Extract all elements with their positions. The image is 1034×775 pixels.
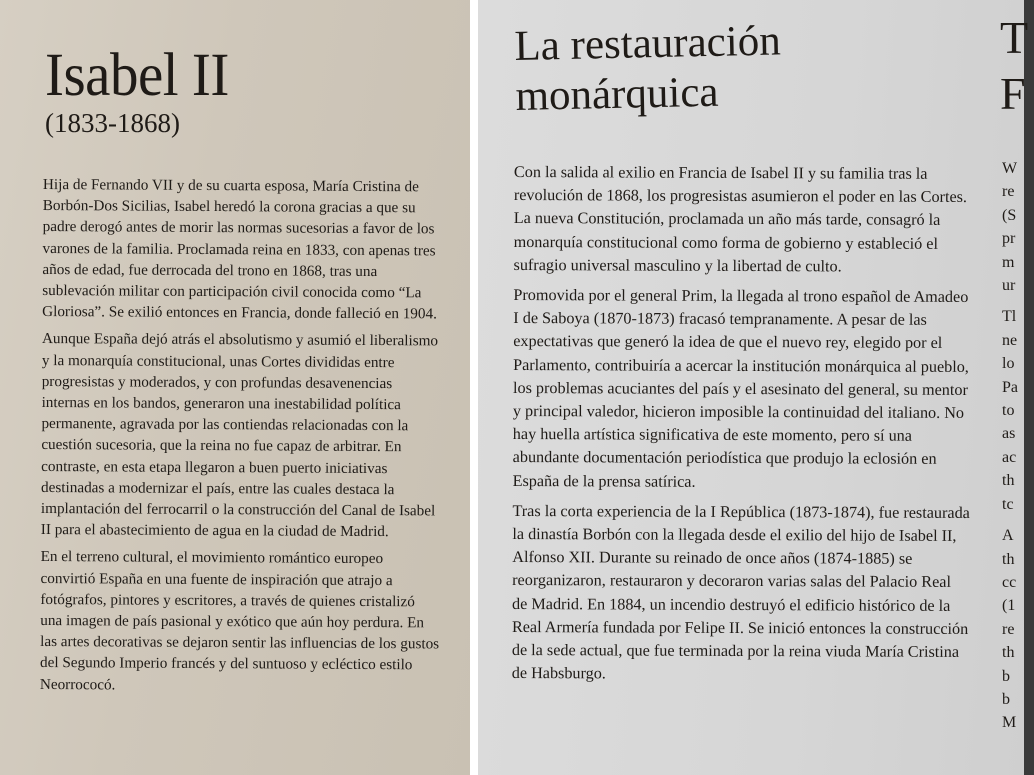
- restauracion-title: La restauración monárquica: [514, 17, 782, 120]
- right-panel-photo: [478, 0, 1029, 775]
- isabel-ii-paragraph: Aunque España dejó atrás el absolutismo y asumió el liberalismo y la monarquía constitucional, unas Cortes divididas entre progresistas y moderados, y con profundas desavenencias internas en los bandos, generaron una inestabilidad política permanente, agravada por las contiendas relacionadas con la cuestión sucesoria, que la reina no fue capaz de arbitrar. En contraste, en esta etapa llegaron a buen puerto iniciativas destinadas a modernizar el país, entre las cuales destaca la implantación del ferrocarril o la construcción del Canal de Isabel II para el abastecimiento de agua en la ciudad de Madrid.: [40, 330, 439, 541]
- fragment-paragraph: [1002, 305, 1018, 516]
- fragment-line: re: [1002, 183, 1015, 201]
- fragment-line: (S: [1002, 206, 1017, 224]
- fragment-paragraph: [1002, 157, 1018, 297]
- restauracion-paragraph: Con la salida al exilio en Francia de Isabel II y su familia tras la revolución de 1868, los progresistas asumieron el poder en las Cortes. La nueva Constitución, proclamada un año más tarde, consagró la monarquía constitucional como forma de gobierno y estableció el sufragio universal masculino y la libertad de culto.: [513, 162, 968, 276]
- fragment-line: re: [1002, 620, 1015, 638]
- isabel-ii-dates: (1833-1868): [45, 108, 180, 138]
- fragment-line: Pa: [1002, 378, 1018, 396]
- fragment-line: as: [1002, 425, 1016, 443]
- restauracion-body: [512, 161, 972, 694]
- fragment-line: lo: [1002, 355, 1015, 373]
- fragment-line: (1: [1002, 597, 1016, 615]
- adjacent-panel-cropped: [994, 0, 1034, 775]
- photo-divider: [470, 0, 478, 775]
- fragment-line: to: [1002, 402, 1015, 420]
- fragment-line: m: [1002, 253, 1015, 271]
- fragment-paragraph: [1002, 524, 1018, 735]
- isabel-ii-title: Isabel II: [45, 41, 229, 110]
- fragment-line: cc: [1002, 573, 1017, 591]
- fragment-line: ne: [1002, 331, 1018, 349]
- isabel-ii-paragraph: En el terreno cultural, el movimiento romántico europeo convirtió España en una fuente de inspiración que atrajo a fotógrafos, pintores y escritores, a través de quienes cristalizó una imagen de país pasional y exótico que aún hoy perdura. En las artes decorativas se dejaron sentir las influencias de los gustos del Segundo Imperio francés y del suntuoso y ecléctico estilo Neorrococó.: [39, 548, 440, 694]
- fragment-line: W: [1002, 160, 1018, 177]
- restauracion-paragraph: Tras la corta experiencia de la I República (1873-1874), fue restaurada la dinastía Borbón con la llegada desde el exilio del hijo de Isabel II, Alfonso XII. Durante su reinado de once años (1874-1885) se reorganizaron, restauraron y decoraron varias salas del Palacio Real de Madrid. En 1884, un incendio destruyó el edificio histórico de la Real Armería fundada por Felipe II. Se inició entonces la construcción de la sede actual, que fue terminada por la reina viuda María Cristina de Habsburgo.: [511, 501, 970, 683]
- title-fragment-line: T: [1000, 12, 1029, 63]
- restauracion-paragraph: Promovida por el general Prim, la llegada al trono español de Amadeo I de Saboya (1870-1873) fracasó tempranamente. A pesar de las expectativas que generó la idea de que el nuevo rey, elegido por el Parlamento, contribuiría a acercar la institución monárquica al pueblo, los problemas acuciantes del país y el asesinato del general, su mentor y principal valedor, hicieron imposible la continuidad del italiano. No hay huella artística significativa de este momento, pero sí una abundante documentación periodística que produjo la eclosión en España de la prensa satírica.: [512, 286, 969, 491]
- adjacent-body-fragments: [1002, 157, 1018, 743]
- fragment-line: tc: [1002, 495, 1014, 513]
- fragment-line: b: [1002, 667, 1010, 685]
- fragment-line: Tl: [1002, 308, 1017, 326]
- fragment-line: M: [1002, 714, 1017, 732]
- fragment-line: th: [1002, 550, 1015, 568]
- fragment-line: ur: [1002, 277, 1016, 295]
- fragment-line: th: [1002, 472, 1015, 490]
- adjacent-title-fragment: [1000, 10, 1028, 122]
- fragment-line: pr: [1002, 230, 1016, 248]
- left-panel-photo: [0, 0, 470, 775]
- fragment-line: th: [1002, 644, 1015, 662]
- fragment-line: ac: [1002, 448, 1017, 466]
- isabel-ii-body: [40, 174, 443, 703]
- fragment-line: A: [1002, 527, 1014, 545]
- title-fragment-line: F: [1000, 68, 1026, 119]
- fragment-line: b: [1002, 690, 1010, 708]
- isabel-ii-paragraph: Hija de Fernando VII y de su cuarta esposa, María Cristina de Borbón-Dos Sicilias, Isabel heredó la corona gracias a que su padre derogó antes de morir las normas sucesorias a favor de los varones de la familia. Proclamada reina en 1833, con apenas tres años de edad, fue derrocada del trono en 1868, tras una sublevación militar con participación civil conocida como “La Gloriosa”. Se exilió entonces en Francia, donde falleció en 1904.: [42, 175, 437, 323]
